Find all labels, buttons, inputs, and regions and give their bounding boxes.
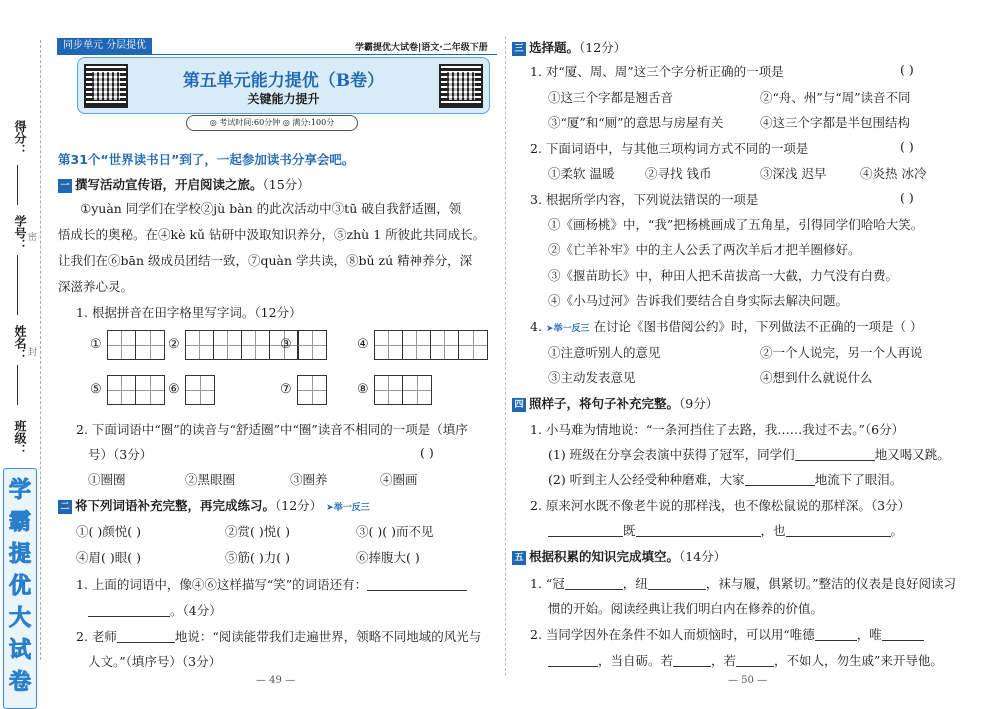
section-1-header: 一 撰写活动宣传语，开启阅读之旅。（15分） <box>58 175 310 193</box>
s5-question-1: 1. “冠 ，纽 ，袜与履，俱紧切。”整洁的仪表是良好阅读习 <box>530 576 956 591</box>
grid-label: ④ <box>357 337 369 352</box>
writing-grid-8[interactable] <box>374 375 432 405</box>
answer-blank[interactable] <box>565 577 623 590</box>
s4-sub-2: (2) 听到主人公经受种种磨难，大家 地流下了眼泪。 <box>548 472 903 487</box>
fill-item[interactable]: ②赏( )悦( ) <box>225 524 290 539</box>
option: ③圈养 <box>290 472 328 487</box>
brand-char: 霸 <box>8 509 31 535</box>
s2-question-2-cont: 人文。”（填序号）（3分） <box>88 654 222 669</box>
mc-question: 3. 根据所学内容，下列说法错误的一项是 <box>530 192 759 207</box>
question-2: 2. 下面词语中“圈”的读音与“舒适圈”中“圈”读音不相同的一项是（填序 <box>76 422 468 437</box>
fill-item[interactable]: ①( )颜悦( ) <box>76 524 141 539</box>
page-number: — 50 — <box>728 675 768 686</box>
option: ②寻找 钱币 <box>645 166 712 181</box>
s4-question-2: 2. 原来河水既不像老牛说的那样浅，也不像松鼠说的那样深。（3分） <box>530 498 911 513</box>
answer-blank[interactable] <box>88 604 170 617</box>
page-fold <box>505 36 506 676</box>
s2-question-1-cont: 。（4分） <box>88 601 222 619</box>
passage-line: 让我们在⑥bān 级成员团结一致，⑦quàn 学共读，⑧bǔ zú 精神养分，深 <box>58 253 473 268</box>
brand-char: 提 <box>8 541 31 567</box>
cut-line <box>40 40 41 660</box>
series-title: 学霸提优大试卷|语文·二年级下册 <box>355 43 488 53</box>
seal-char-2: 封 <box>28 348 38 358</box>
unit-tag: 同步单元 分层提优 <box>57 38 152 54</box>
option: ④《小马过河》告诉我们要结合自身实际去解决问题。 <box>548 293 849 308</box>
seal-char-1: 密 <box>28 233 38 243</box>
answer-blank[interactable] <box>815 628 857 641</box>
grid-label: ③ <box>280 337 292 352</box>
option: ③深浅 迟早 <box>760 166 827 181</box>
answer-blank[interactable] <box>673 654 711 667</box>
brand-char: 试 <box>8 637 31 663</box>
score-line <box>17 165 18 205</box>
answer-paren[interactable]: ( ) <box>900 62 914 77</box>
writing-grid-4[interactable] <box>374 330 488 360</box>
grid-label: ⑧ <box>357 382 369 397</box>
option: ①圈圈 <box>88 472 126 487</box>
fill-item[interactable]: ④眉( )眼( ) <box>76 550 141 565</box>
section-2-header: 二 将下列词语补充完整，再完成练习。（12分） ➤举一反三 <box>58 496 370 514</box>
id-line <box>17 255 18 315</box>
option: ①柔软 温暖 <box>548 166 615 181</box>
mc-question: 4. ➤举一反三 在讨论《图书借阅公约》时，下列做法不正确的一项是（ ） <box>530 319 923 334</box>
fill-item[interactable]: ③( )( )而不见 <box>356 524 434 539</box>
option: ②“舟、州”与“周”读音不同 <box>760 90 911 105</box>
brand-char: 大 <box>8 605 31 631</box>
answer-blank[interactable] <box>786 524 891 537</box>
fill-item[interactable]: ⑥捧腹大( ) <box>356 550 420 565</box>
option: ②《亡羊补牢》中的主人公丢了两次羊后才把羊圈修好。 <box>548 242 861 257</box>
grid-label: ② <box>168 337 180 352</box>
page-title: 第五单元能力提优（B卷） <box>182 71 385 91</box>
mc-question: 2. 下面词语中，与其他三项构词方式不同的一项是 <box>530 141 809 156</box>
question-2-cont: 号）（3分） <box>88 447 153 462</box>
option: ④这三个字都是半包围结构 <box>760 115 911 130</box>
option: ③主动发表意见 <box>548 370 636 385</box>
answer-paren[interactable]: ( ) <box>900 190 914 205</box>
option: ①注意听别人的意见 <box>548 345 661 360</box>
fill-item[interactable]: ⑤筋( )力( ) <box>225 550 290 565</box>
grid-label: ⑤ <box>90 382 102 397</box>
passage-line: ①yuàn 同学们在学校②jù bàn 的此次活动中③tū 破自我舒适圈，领 <box>80 201 462 216</box>
s5-question-2: 2. 当同学因外在条件不如人而烦恼时，可以用“唯德 ，唯 <box>530 625 924 643</box>
brand-char: 优 <box>8 573 31 599</box>
option: ②一个人说完，另一个人再说 <box>760 345 923 360</box>
question-1: 1. 根据拼音在田字格里写字词。（12分） <box>76 305 302 320</box>
writing-grid-6[interactable] <box>185 375 215 405</box>
s2-question-2: 2. 老师 地说：“阅读能带我们走遍世界，领略不同地域的风光与 <box>76 629 482 644</box>
brand-char: 卷 <box>8 669 31 695</box>
option: ②黑眼圈 <box>185 472 236 487</box>
s4-q2-fill: 既 ，也 。 <box>548 521 903 539</box>
answer-blank[interactable] <box>636 524 761 537</box>
writing-grid-3[interactable] <box>297 330 327 360</box>
score-label: 得分： <box>13 120 27 156</box>
option: ④炎热 冰冷 <box>860 166 927 181</box>
answer-blank[interactable] <box>367 578 467 591</box>
passage-line: 悟成长的奥秘。在④kè kǔ 钻研中汲取知识养分，⑤zhù 1 所彼此共同成长。 <box>58 227 486 242</box>
s4-question-1: 1. 小马难为情地说：“一条河挡住了去路，我……我过不去。”（6分） <box>530 422 905 437</box>
answer-blank[interactable] <box>882 628 924 641</box>
name-line <box>17 365 18 405</box>
exam-info: ◎ 考试时间:60分钟 ◎ 满分:100分 <box>186 115 358 131</box>
id-label: 学号： <box>13 215 27 251</box>
answer-blank[interactable] <box>117 630 175 643</box>
answer-paren[interactable]: ( ) <box>900 139 914 154</box>
header-rule <box>57 54 497 55</box>
s4-sub-1: (1) 班级在分享会表演中获得了冠军，同学们 地又喝又跳。 <box>548 447 950 462</box>
passage-line: 深滋养心灵。 <box>58 279 134 294</box>
answer-blank[interactable] <box>648 577 706 590</box>
option: ④圈画 <box>380 472 418 487</box>
intro-text: 第31个“世界读书日”到了，一起参加读书分享会吧。 <box>58 152 355 167</box>
answer-blank[interactable] <box>745 473 815 486</box>
option: ③《揠苗助长》中，种田人把禾苗拔高一大截，力气没有白费。 <box>548 268 899 283</box>
page-number: — 49 — <box>256 675 296 686</box>
page-subtitle: 关键能力提升 <box>247 92 320 106</box>
grid-label: ⑦ <box>280 382 292 397</box>
option: ④想到什么就说什么 <box>760 370 873 385</box>
grid-label: ① <box>90 337 102 352</box>
answer-blank[interactable] <box>795 448 875 461</box>
option: ①《画杨桃》中，“我”把杨桃画成了五角星，引得同学们哈哈大笑。 <box>548 217 924 232</box>
section-4-header: 四 照样子，将句子补充完整。（9分） <box>512 394 718 412</box>
brand-char: 学 <box>8 477 31 503</box>
answer-blank[interactable] <box>736 654 774 667</box>
s5-question-2-cont: ，当自砺。若 ，若 ，不如人，勿生戚”来开导他。 <box>548 651 943 669</box>
answer-blank[interactable] <box>548 654 598 667</box>
section-5-header: 五 根据积累的知识完成填空。（14分） <box>512 547 726 565</box>
answer-paren[interactable]: ( ) <box>420 445 434 460</box>
writing-grid-5[interactable] <box>107 375 165 405</box>
option: ①这三个字都是翘舌音 <box>548 90 674 105</box>
mc-question: 1. 对“厦、周、周”这三个字分析正确的一项是 <box>530 64 784 79</box>
writing-grid-7[interactable] <box>297 375 327 405</box>
option: ③“厦”和“厕”的意思与房屋有关 <box>548 115 724 130</box>
s5-question-1-cont: 惯的开始。阅读经典让我们明白内在修养的价值。 <box>548 601 824 616</box>
title-banner <box>77 57 490 114</box>
grid-label: ⑥ <box>168 382 180 397</box>
class-label: 班级： <box>13 420 27 456</box>
writing-grid-1[interactable] <box>107 330 165 360</box>
name-label: 姓名： <box>13 325 27 361</box>
brand-logo <box>3 468 37 709</box>
answer-blank[interactable] <box>548 524 623 537</box>
section-3-header: 三 选择题。（12分） <box>512 38 626 56</box>
s2-question-1: 1. 上面的词语中，像④⑥这样描写“笑”的词语还有： <box>76 575 467 593</box>
